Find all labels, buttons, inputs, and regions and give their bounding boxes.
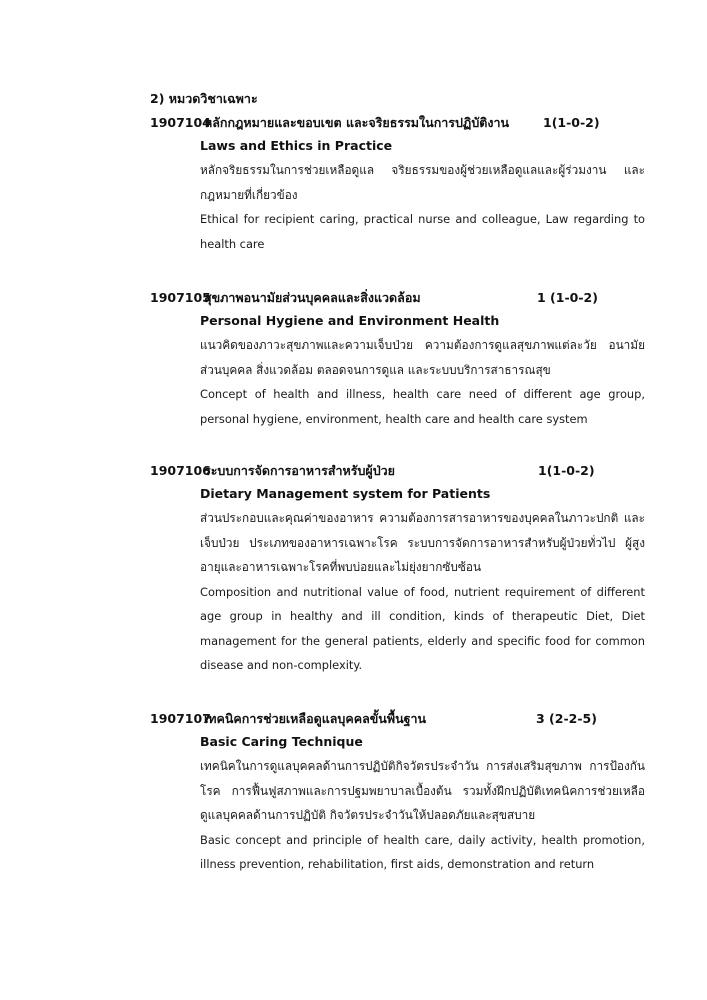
- course-name-en: Dietary Management system for Patients: [200, 486, 491, 501]
- course-heading: [150, 708, 645, 730]
- course-description-th: ส่วนประกอบและคุณค่าของอาหาร ความต้องการสารอาหารของบุคคลในภาวะปกติ และเจ็บป่วย ประเภทของอาหารเฉพาะโรค ระบบการจัดการอาหารสำหรับผู้ป่วยทั่วไป ผู้สูงอายุและอาหารเฉพาะโรคที่พบบ่อยและไม่ยุ่งยากซับซ้อน: [200, 511, 645, 574]
- course-credits: 3 (2-2-5): [536, 711, 597, 726]
- course-description-en: Composition and nutritional value of food, nutrient requirement of different age group in healthy and ill condition, kinds of therapeutic Diet, Diet management for the general patients, elderly and specific food for common disease and non-complexity.: [200, 584, 645, 672]
- course-1907105: [150, 287, 645, 431]
- course-heading: [150, 460, 645, 482]
- course-code: 1907105: [150, 290, 211, 305]
- course-credits: 1(1-0-2): [538, 463, 595, 478]
- course-description-en: Concept of health and illness, health care need of different age group, personal hygiene, environment, health care and health care system: [200, 387, 645, 426]
- course-code: 1907106: [150, 463, 211, 478]
- course-name-th: หลักกฎหมายและขอบเขต และจริยธรรมในการปฏิบัติงาน: [204, 115, 510, 130]
- course-name-th: สุขภาพอนามัยส่วนบุคคลและสิ่งแวดล้อม: [204, 290, 421, 305]
- course-name-en: Personal Hygiene and Environment Health: [200, 313, 500, 328]
- course-description-en: Basic concept and principle of health care, daily activity, health promotion, illness prevention, rehabilitation, first aids, demonstration and return: [200, 832, 645, 871]
- course-name-en: Basic Caring Technique: [200, 734, 363, 749]
- course-code: 1907104: [150, 115, 211, 130]
- course-1907107: [150, 708, 645, 877]
- course-credits: 1(1-0-2): [543, 115, 600, 130]
- course-description-en: Ethical for recipient caring, practical nurse and colleague, Law regarding to health care: [200, 212, 645, 251]
- course-description-th: แนวคิดของภาวะสุขภาพและความเจ็บป่วย ความต้องการดูแลสุขภาพแต่ละวัย อนามัยส่วนบุคคล สิ่งแวดล้อม ตลอดจนการดูแล และระบบบริการสาธารณสุข: [200, 338, 645, 377]
- course-name-en: Laws and Ethics in Practice: [200, 138, 393, 153]
- course-heading: [150, 287, 645, 309]
- course-1907104: [150, 112, 645, 256]
- course-heading: [150, 112, 645, 134]
- course-description-th: เทคนิคในการดูแลบุคคลด้านการปฏิบัติกิจวัตรประจำวัน การส่งเสริมสุขภาพ การป้องกันโรค การฟื้นฟูสภาพและการปฐมพยาบาลเบื้องต้น รวมทั้งฝึกปฏิบัติเทคนิคการช่วยเหลือดูแลบุคคลด้านการปฏิบัติ กิจวัตรประจำวันให้ปลอดภัยและสุขสบาย: [200, 759, 645, 822]
- course-credits: 1 (1-0-2): [537, 290, 598, 305]
- course-name-th: เทคนิคการช่วยเหลือดูแลบุคคลขั้นพื้นฐาน: [204, 711, 427, 726]
- course-description-th: หลักจริยธรรมในการช่วยเหลือดูแล จริยธรรมของผู้ช่วยเหลือดูแลและผู้ร่วมงาน และกฎหมายที่เกี่ยวข้อง: [200, 163, 645, 202]
- course-name-th: ระบบการจัดการอาหารสำหรับผู้ป่วย: [204, 463, 395, 478]
- section-title: 2) หมวดวิชาเฉพาะ: [150, 91, 258, 106]
- course-code: 1907107: [150, 711, 211, 726]
- course-1907106: [150, 460, 645, 678]
